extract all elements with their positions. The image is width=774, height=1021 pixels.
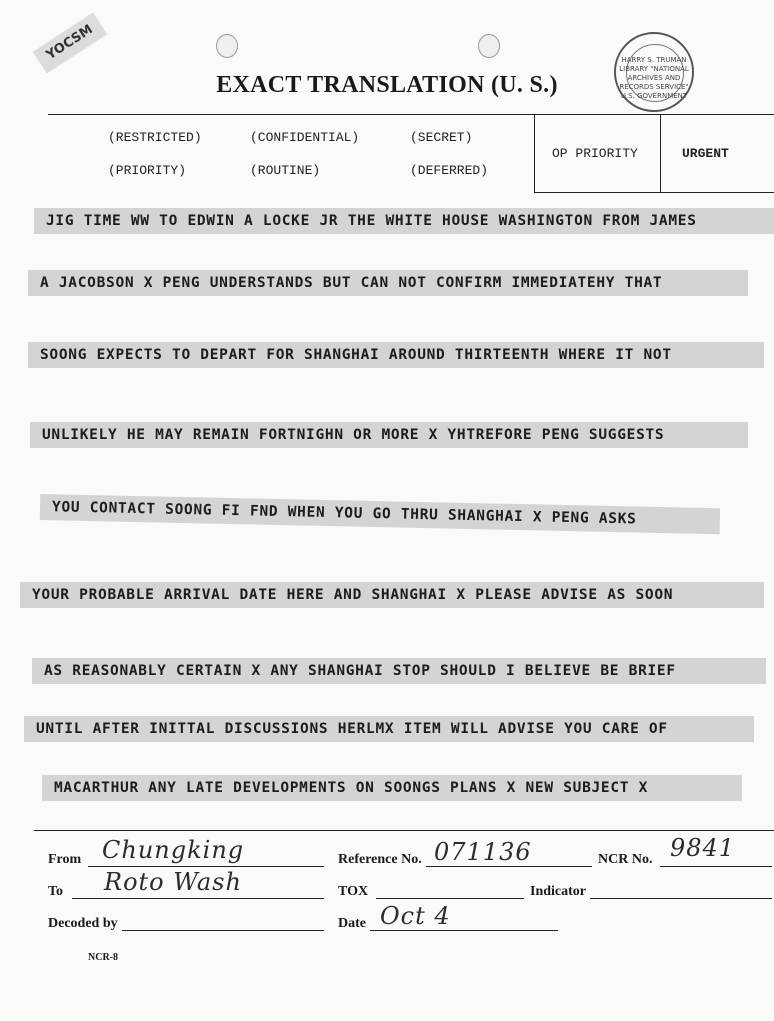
- page-title: EXACT TRANSLATION (U. S.): [216, 72, 558, 98]
- secret-label: (SECRET): [410, 130, 473, 145]
- date-label: Date: [338, 916, 366, 931]
- footer-rule: [34, 830, 774, 831]
- from-value: Chungking: [102, 836, 245, 864]
- reference-value: 071136: [434, 838, 532, 866]
- form-number: NCR-8: [88, 952, 118, 963]
- reference-line: [426, 866, 592, 867]
- message-line: SOONG EXPECTS TO DEPART FOR SHANGHAI AROUND THIRTEENTH WHERE IT NOT: [28, 342, 764, 368]
- message-line: YOU CONTACT SOONG FI FND WHEN YOU GO THRU SHANGHAI X PENG ASKS: [40, 494, 720, 534]
- indicator-line: [590, 898, 772, 899]
- stamp-text: HARRY S. TRUMAN LIBRARY "NATIONAL ARCHIVES AND RECORDS SERVICE" U.S. GOVERNMENT: [619, 56, 689, 100]
- urgent-label: URGENT: [682, 146, 729, 161]
- message-line: MACARTHUR ANY LATE DEVELOPMENTS ON SOONGS PLANS X NEW SUBJECT X: [42, 775, 742, 801]
- from-label: From: [48, 852, 82, 867]
- decoded-by-line: [122, 930, 324, 931]
- from-line: [88, 866, 324, 867]
- to-line: [72, 898, 324, 899]
- tox-line: [376, 898, 524, 899]
- to-value: Roto Wash: [104, 868, 242, 896]
- punch-hole-left: [216, 34, 238, 58]
- indicator-label: Indicator: [530, 884, 586, 899]
- deferred-label: (DEFERRED): [410, 163, 489, 178]
- message-line: JIG TIME WW TO EDWIN A LOCKE JR THE WHITE HOUSE WASHINGTON FROM JAMES: [34, 208, 774, 234]
- punch-hole-right: [478, 34, 500, 58]
- corner-label: YOCSM: [33, 12, 108, 73]
- date-line: [370, 930, 558, 931]
- confidential-label: (CONFIDENTIAL): [250, 130, 360, 145]
- archive-stamp: [614, 32, 694, 112]
- message-line: UNLIKELY HE MAY REMAIN FORTNIGHN OR MORE X YHTREFORE PENG SUGGESTS: [30, 422, 748, 448]
- ncr-value: 9841: [670, 834, 736, 862]
- to-label: To: [48, 884, 64, 899]
- decoded-by-label: Decoded by: [48, 916, 118, 931]
- message-line: UNTIL AFTER INITTAL DISCUSSIONS HERLMX ITEM WILL ADVISE YOU CARE OF: [24, 716, 754, 742]
- message-line: AS REASONABLY CERTAIN X ANY SHANGHAI STOP SHOULD I BELIEVE BE BRIEF: [32, 658, 766, 684]
- ncr-line: [660, 866, 772, 867]
- tox-label: TOX: [338, 884, 369, 899]
- header-divider-1: [534, 114, 535, 192]
- header-top-rule: [48, 114, 774, 115]
- date-value: Oct 4: [380, 902, 451, 930]
- op-priority-label: OP PRIORITY: [552, 146, 638, 161]
- routine-label: (ROUTINE): [250, 163, 321, 178]
- priority-label: (PRIORITY): [108, 163, 187, 178]
- ncr-label: NCR No.: [598, 852, 653, 867]
- message-line: A JACOBSON X PENG UNDERSTANDS BUT CAN NOT CONFIRM IMMEDIATEHY THAT: [28, 270, 748, 296]
- message-line: YOUR PROBABLE ARRIVAL DATE HERE AND SHANGHAI X PLEASE ADVISE AS SOON: [20, 582, 764, 608]
- header-bottom-rule: [534, 192, 774, 193]
- restricted-label: (RESTRICTED): [108, 130, 202, 145]
- reference-label: Reference No.: [338, 852, 422, 867]
- header-divider-2: [660, 114, 661, 192]
